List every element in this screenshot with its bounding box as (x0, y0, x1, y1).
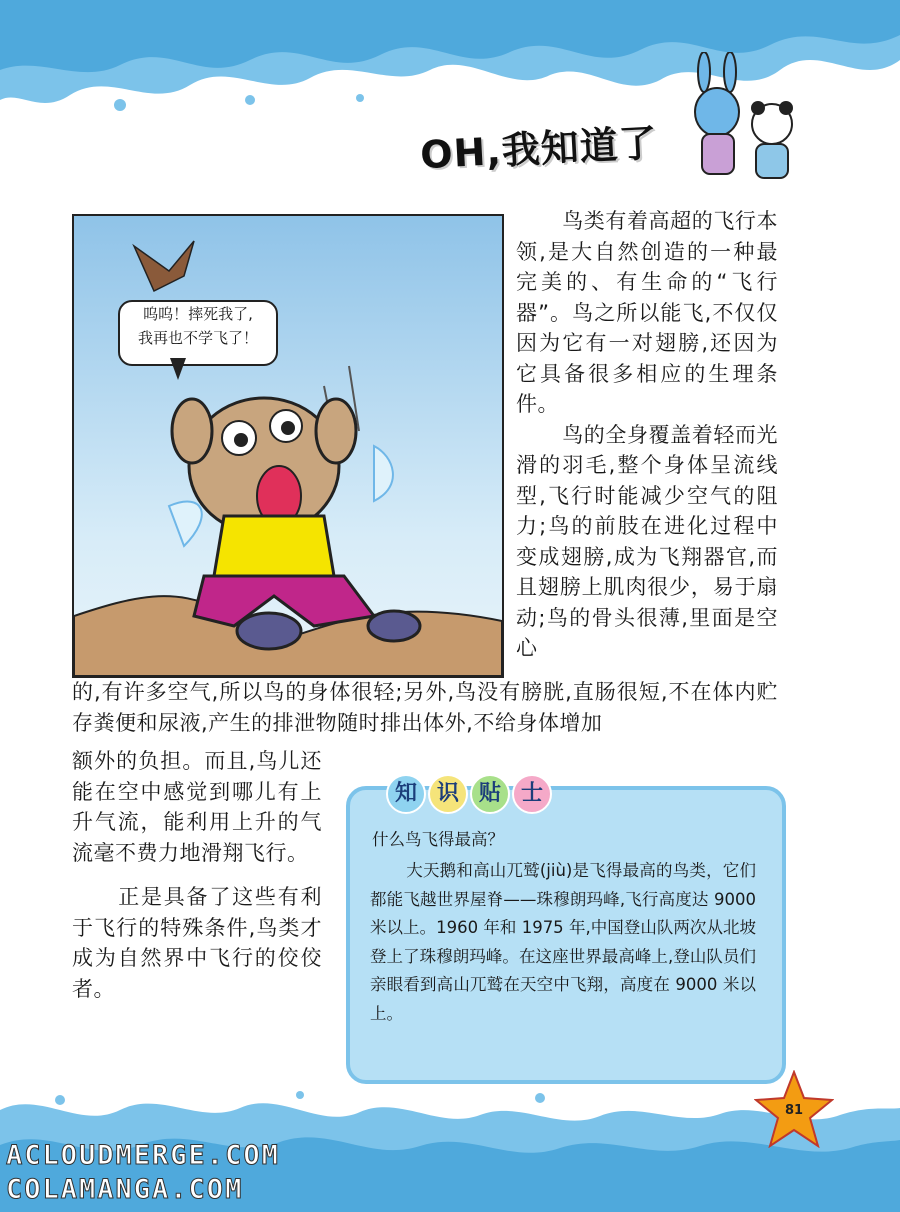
speech-line-2: 我再也不学飞了！ (137, 329, 258, 347)
knowledge-tip-title (386, 774, 554, 814)
watermark-text: COLAMANGA.COM (6, 1174, 244, 1205)
tip-title-char: 士 (512, 774, 552, 814)
comic-panel (72, 214, 504, 678)
article-paragraph: 鸟类有着高超的飞行本领,是大自然创造的一种最完美的、有生命的“飞行器”。鸟之所以能飞,不仅仅因为它有一对翅膀,还因为它具备很多相应的生理条件。 (516, 209, 778, 416)
speech-bubble-tail (170, 358, 186, 380)
speech-bubble (118, 300, 278, 366)
tip-question: 什么鸟飞得最高？ (372, 830, 504, 849)
article-full-width-text: 的,有许多空气,所以鸟的身体很轻;另外,鸟没有膀胱,直肠很短,不在体内贮存粪便和尿液,产生的排泄物随时排出体外,不给身体增加 (72, 680, 778, 735)
article-right-column (516, 206, 778, 664)
comic-illustration (74, 216, 502, 676)
article-paragraph: 正是具备了这些有利于飞行的特殊条件,鸟类才成为自然界中飞行的佼佼者。 (72, 885, 322, 1001)
tip-title-char: 识 (428, 774, 468, 814)
tip-title-char: 贴 (470, 774, 510, 814)
article-paragraph: 额外的负担。而且,鸟儿还能在空中感觉到哪儿有上升气流，能利用上升的气流毫不费力地滑翔飞行。 (72, 749, 322, 865)
article-paragraph: 鸟的全身覆盖着轻而光滑的羽毛,整个身体呈流线型,飞行时能减少空气的阻力;鸟的前肢在进化过程中变成翅膀,成为飞翔器官,而且翅膀上肌肉很少，易于扇动;鸟的骨头很薄,里面是空心 (516, 422, 778, 660)
page-number: 81 (784, 1103, 804, 1118)
tip-title-char: 知 (386, 774, 426, 814)
tip-body: 大天鹅和高山兀鹫(jiù)是飞得最高的鸟类，它们都能飞越世界屋脊——珠穆朗玛峰,飞行高度达 9000 米以上。1960 年和 1975 年,中国登山队两次从北坡登上了珠穆朗玛峰。在这座世界最高峰上,登山队员们亲眼看到高山兀鹫在天空中飞翔，高度在 9000 米以上。 (370, 861, 756, 1023)
speech-line-1: 呜呜！摔死我了, (143, 305, 253, 323)
mascot-characters-illustration (672, 52, 812, 192)
page-header-title: OH,我知道了 (419, 120, 659, 178)
watermark-text: ACLOUDMERGE.COM (6, 1140, 280, 1171)
article-left-column (72, 746, 322, 1004)
